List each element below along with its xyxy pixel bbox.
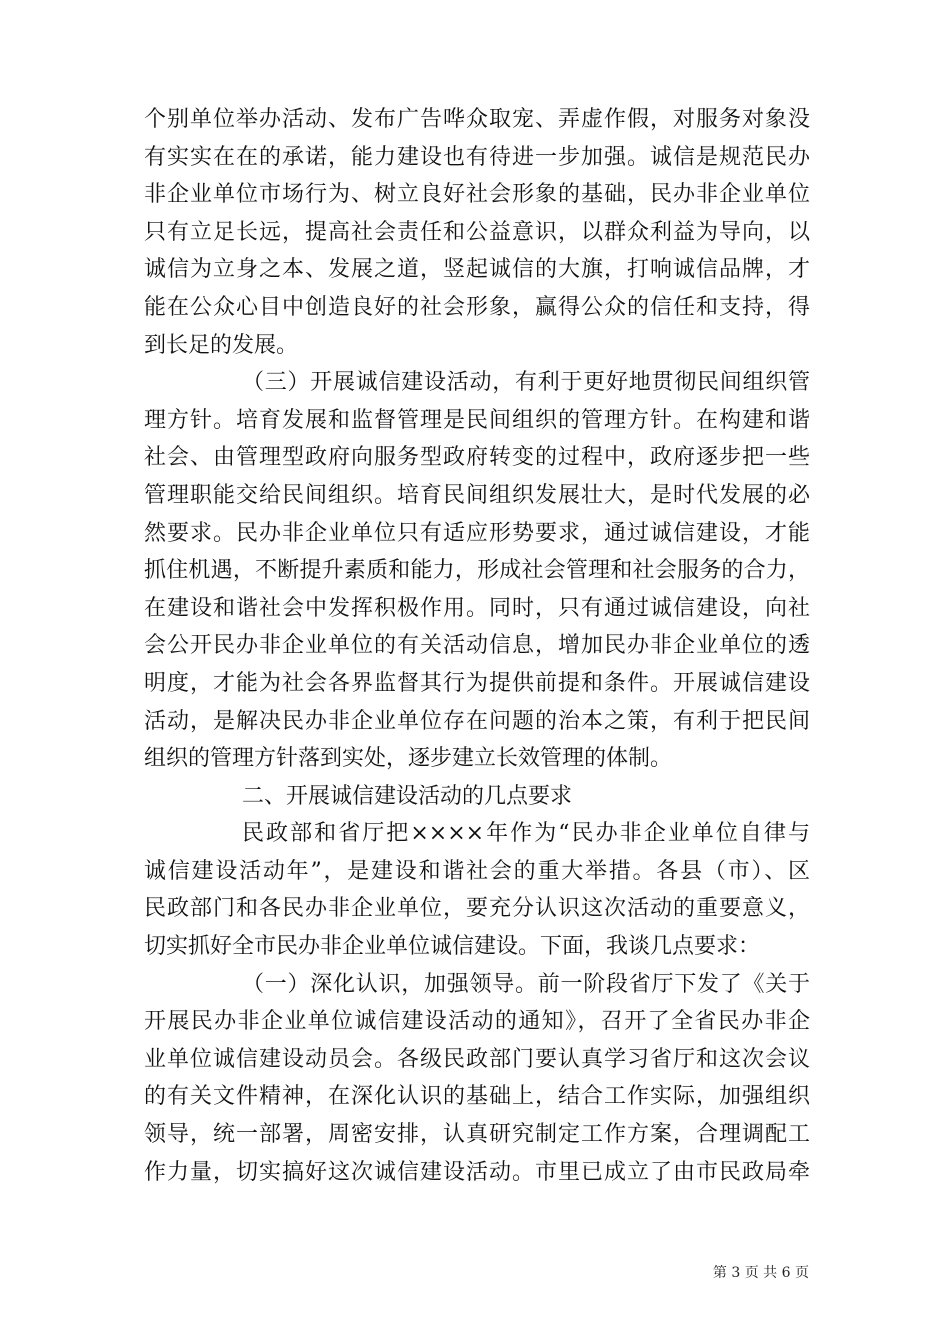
text-line: 能在公众心目中创造良好的社会形象，赢得公众的信任和支持，得 <box>144 294 810 320</box>
text-line: 民政部门和各民办非企业单位，要充分认识这次活动的重要意义， <box>144 896 810 922</box>
body-text <box>144 101 810 1191</box>
text-line: 在建设和谐社会中发挥积极作用。同时，只有通过诚信建设，向社 <box>144 595 810 621</box>
section-heading: 二、开展诚信建设活动的几点要求 <box>242 783 573 809</box>
page-number-footer: 第 3 页 共 6 页 <box>712 1265 809 1281</box>
text-line: 会公开民办非企业单位的有关活动信息，增加民办非企业单位的透 <box>144 633 810 659</box>
text-line: 活动，是解决民办非企业单位存在问题的治本之策，有利于把民间 <box>144 708 810 734</box>
text-line: 开展民办非企业单位诚信建设活动的通知》，召开了全省民办非企 <box>144 1009 810 1035</box>
text-line: 个别单位举办活动、发布广告哗众取宠、弄虚作假，对服务对象没 <box>144 107 810 132</box>
text-line: 组织的管理方针落到实处，逐步建立长效管理的体制。 <box>144 746 673 772</box>
text-line: 诚信建设活动年”，是建设和谐社会的重大举措。各县（市）、区 <box>144 858 810 884</box>
text-line: 的有关文件精神，在深化认识的基础上，结合工作实际，加强组织 <box>144 1084 810 1110</box>
text-line: （三）开展诚信建设活动，有利于更好地贯彻民间组织管 <box>242 370 810 396</box>
text-line: 然要求。民办非企业单位只有适应形势要求，通过诚信建设，才能 <box>144 520 810 546</box>
text-line: 只有立足长远，提高社会责任和公益意识，以群众利益为导向，以 <box>144 219 810 245</box>
text-line: 非企业单位市场行为、树立良好社会形象的基础，民办非企业单位 <box>144 182 810 208</box>
text-line: 社会、由管理型政府向服务型政府转变的过程中，政府逐步把一些 <box>144 445 810 471</box>
text-line: 诚信为立身之本、发展之道，竖起诚信的大旗，打响诚信品牌，才 <box>144 257 810 283</box>
text-line: 明度，才能为社会各界监督其行为提供前提和条件。开展诚信建设 <box>144 670 810 696</box>
text-line: 管理职能交给民间组织。培育民间组织发展壮大，是时代发展的必 <box>144 482 810 508</box>
text-line: 有实实在在的承诺，能力建设也有待进一步加强。诚信是规范民办 <box>144 144 810 170</box>
text-line: 到长足的发展。 <box>144 332 299 358</box>
text-line: 抓住机遇，不断提升素质和能力，形成社会管理和社会服务的合力， <box>144 558 810 584</box>
text-line: 切实抓好全市民办非企业单位诚信建设。下面，我谈几点要求： <box>144 934 761 960</box>
text-line: （一）深化认识，加强领导。前一阶段省厅下发了《关于 <box>242 971 810 997</box>
text-line: 领导，统一部署，周密安排，认真研究制定工作方案，合理调配工 <box>144 1122 810 1148</box>
text-line: 业单位诚信建设动员会。各级民政部门要认真学习省厅和这次会议 <box>144 1046 810 1072</box>
text-line: 民政部和省厅把××××年作为“民办非企业单位自律与 <box>242 821 810 847</box>
text-line: 作力量，切实搞好这次诚信建设活动。市里已成立了由市民政局牵 <box>144 1159 810 1185</box>
text-line: 理方针。培育发展和监督管理是民间组织的管理方针。在构建和谐 <box>144 407 810 433</box>
